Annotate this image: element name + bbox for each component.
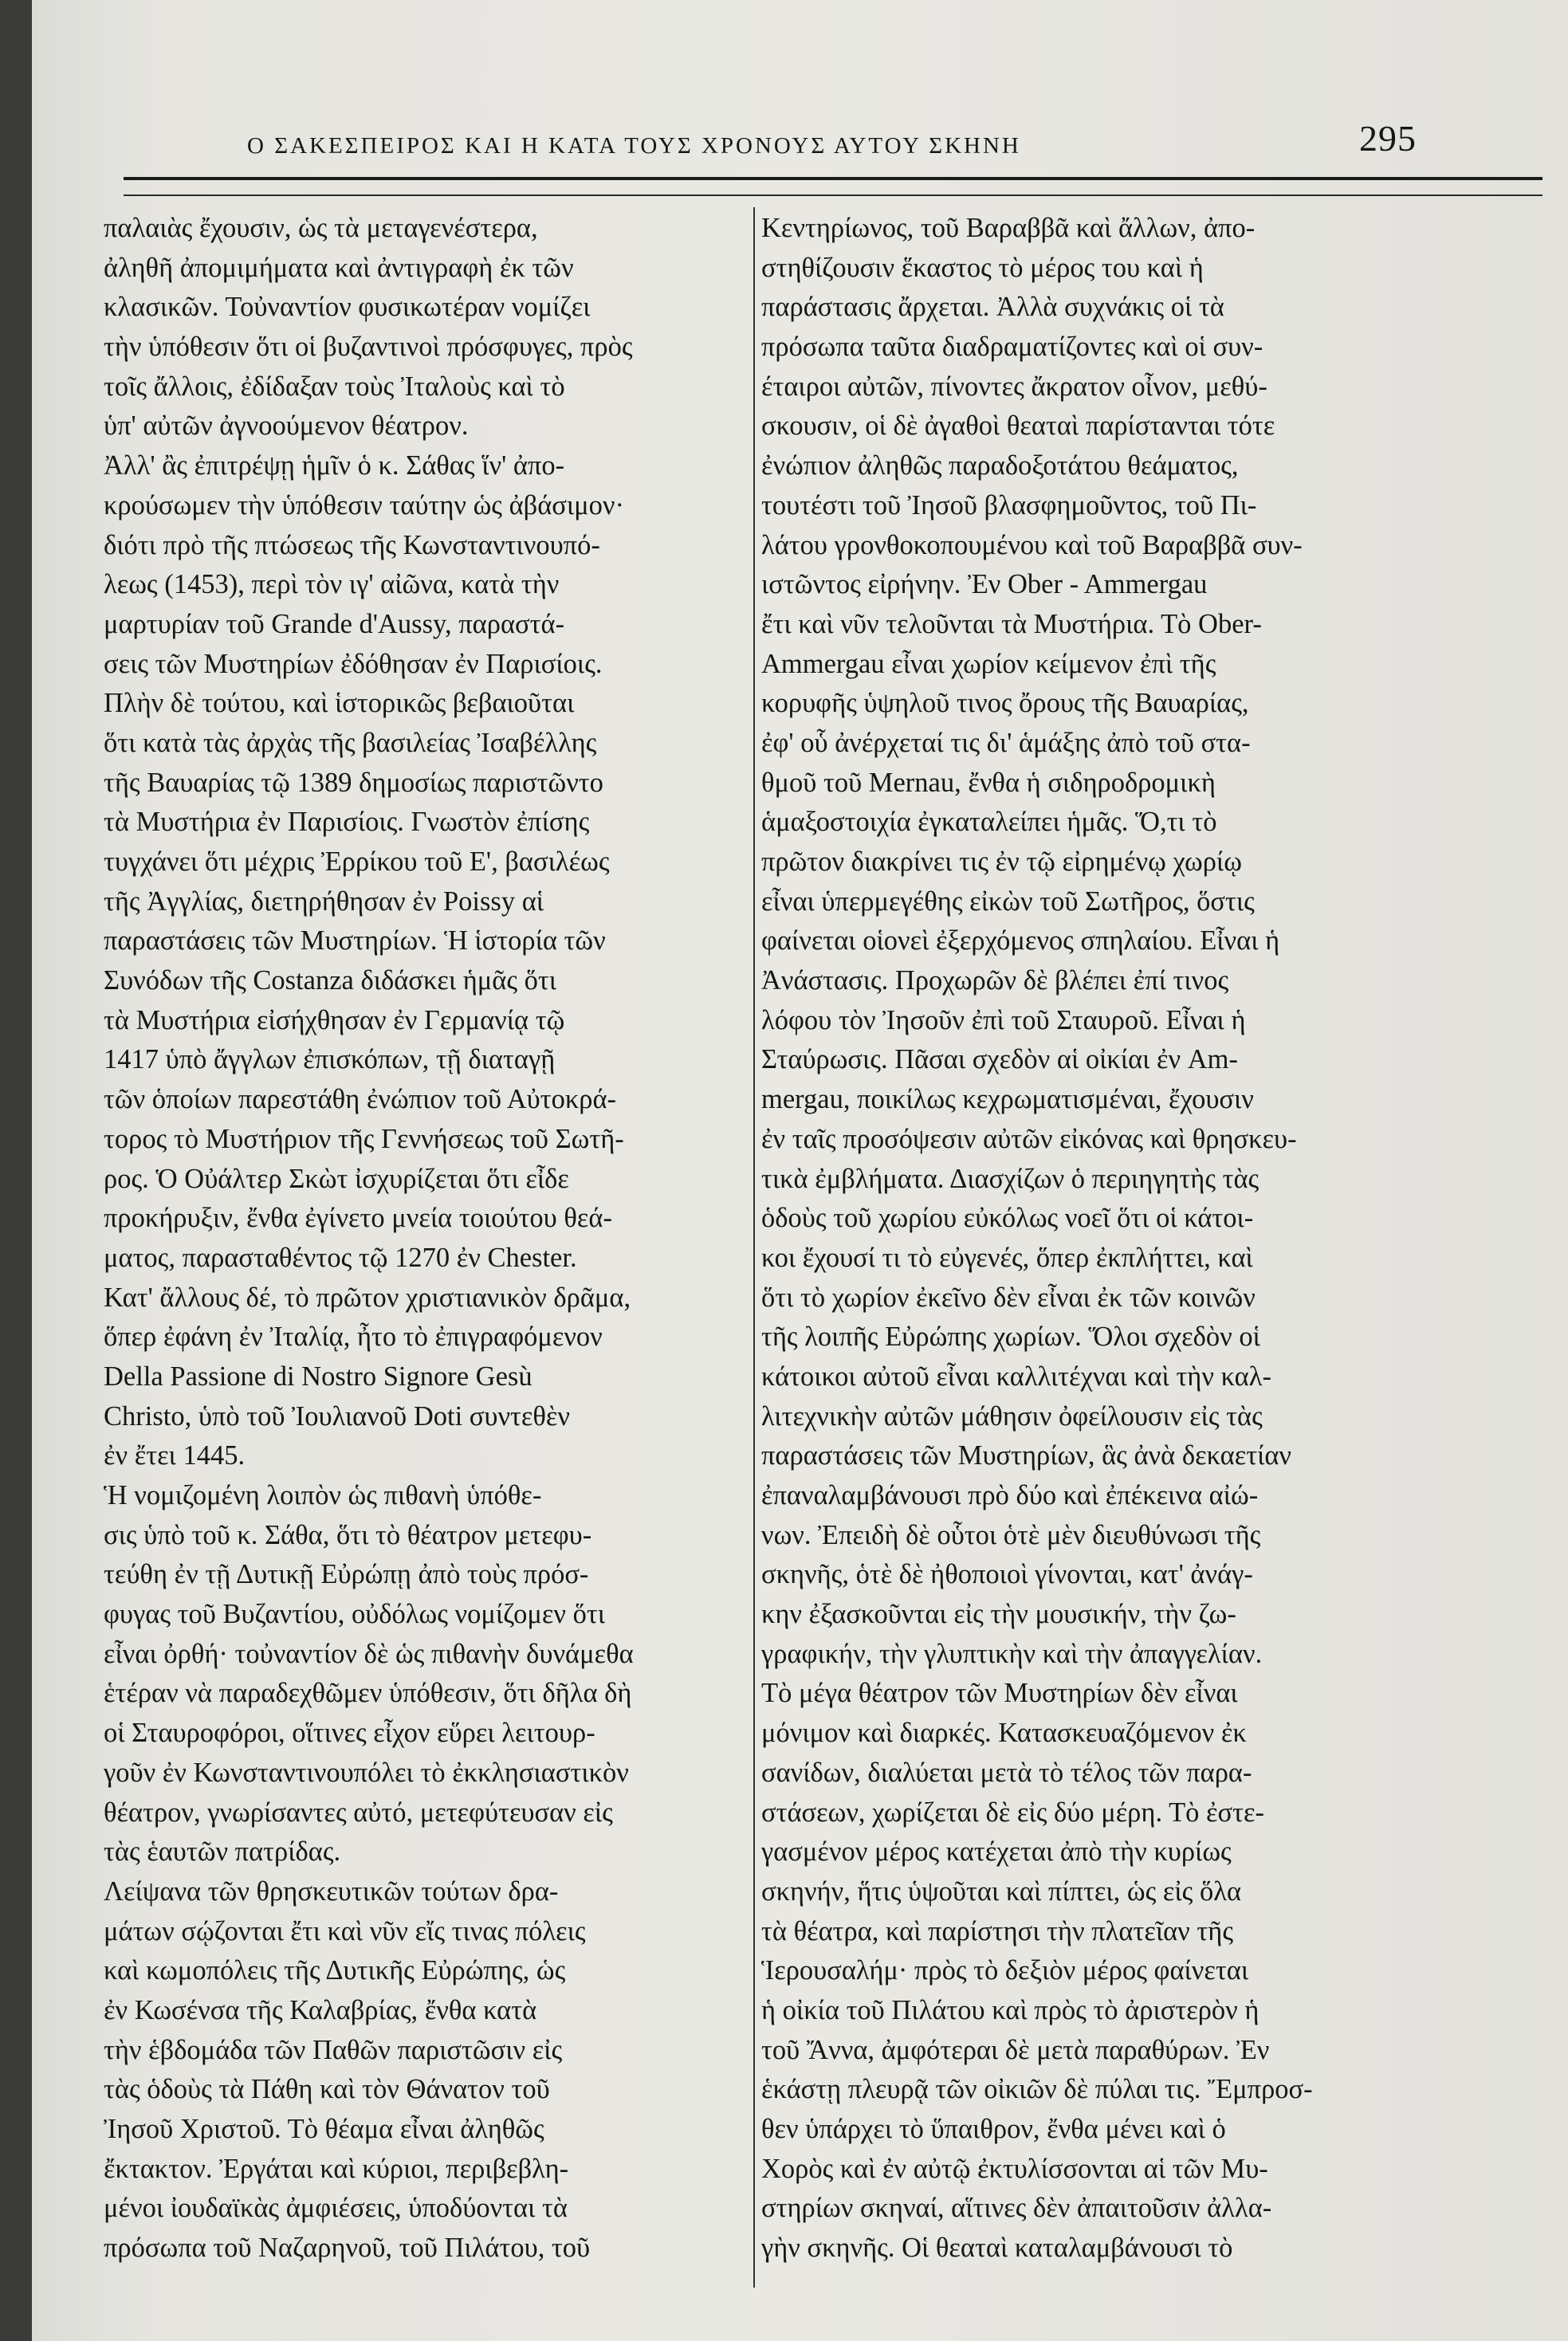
text-line: τουτέστι τοῦ Ἰησοῦ βλασφημοῦντος, τοῦ Πι- [761,489,1257,520]
text-line: ἐν ἔτει 1445. [104,1440,246,1471]
text-line: οἱ Σταυροφόροι, οἵτινες εἶχον εὕρει λειτουρ- [104,1718,595,1749]
text-line: τεύθη ἐν τῇ Δυτικῇ Εὐρώπῃ ἀπὸ τοὺς πρόσ- [104,1559,589,1590]
text-line: ματος, παρασταθέντος τῷ 1270 ἐν Chester. [104,1242,577,1273]
right-column [761,209,1391,2268]
text-line: Ἀνάστασις. Προχωρῶν δὲ βλέπει ἐπί τινος [761,965,1229,996]
text-line: παλαιὰς ἔχουσιν, ὡς τὰ μεταγενέστερα, [104,213,538,243]
text-line: τοῖς ἄλλοις, ἐδίδαξαν τοὺς Ἰταλοὺς καὶ τὸ [104,371,565,402]
text-line: τὰ Μυστήρια ἐν Παρισίοις. Γνωστὸν ἐπίσης [104,807,590,838]
text-line: Λείψανα τῶν θρησκευτικῶν τούτων δρα- [104,1876,559,1907]
text-line: στηθίζουσιν ἕκαστος τὸ μέρος του καὶ ἡ [761,252,1204,283]
text-line: εἶναι ὑπερμεγέθης εἰκὼν τοῦ Σωτῆρος, ὅστις [761,886,1255,917]
text-line: σανίδων, διαλύεται μετὰ τὸ τέλος τῶν παρα- [761,1757,1252,1788]
text-line: Ἰησοῦ Χριστοῦ. Τὸ θέαμα εἶναι ἀληθῶς [104,2114,544,2144]
text-line: ἀληθῆ ἀπομιμήματα καὶ ἀντιγραφὴ ἐκ τῶν [104,252,574,283]
text-line: τὰ Μυστήρια εἰσήχθησαν ἐν Γερμανίᾳ τῷ [104,1004,565,1035]
text-line: λάτου γρονθοκοπουμένου καὶ τοῦ Βαραββᾶ συν- [761,529,1303,560]
text-line: θεν ὑπάρχει τὸ ὕπαιθρον, ἔνθα μένει καὶ ὁ [761,2114,1226,2144]
text-line: Κατ' ἄλλους δέ, τὸ πρῶτον χριστιανικὸν δρᾶμα, [104,1282,631,1313]
text-line: σκηνῆς, ὁτὲ δὲ ἠθοποιοὶ γίνονται, κατ' ἀνάγ- [761,1559,1253,1590]
column-divider [753,207,755,2288]
text-line: παραστάσεις τῶν Μυστηρίων. Ἡ ἱστορία τῶν [104,925,606,956]
text-line: πρόσωπα ταῦτα διαδραματίζοντες καὶ οἱ συν- [761,332,1263,363]
header-rule-thin [124,194,1542,196]
text-line: Κεντηρίωνος, τοῦ Βαραββᾶ καὶ ἄλλων, ἀπο- [761,213,1256,243]
text-line: ἐπαναλαμβάνουσι πρὸ δύο καὶ ἐπέκεινα αἰώ- [761,1480,1259,1510]
running-head [247,112,1417,159]
text-line: ὅτι τὸ χωρίον ἐκεῖνο δὲν εἶναι ἐκ τῶν κοινῶν [761,1282,1256,1313]
text-line: Ἀλλ' ἂς ἐπιτρέψῃ ἡμῖν ὁ κ. Σάθας ἵν' ἀπο- [104,450,565,481]
text-line: Ἡ νομιζομένη λοιπὸν ὡς πιθανὴ ὑπόθε- [104,1480,542,1510]
text-line: Χορὸς καὶ ἐν αὐτῷ ἐκτυλίσσονται αἱ τῶν Μυ- [761,2153,1268,2184]
text-line: καὶ κωμοπόλεις τῆς Δυτικῆς Εὐρώπης, ὡς [104,1955,566,1986]
text-line: Σταύρωσις. Πᾶσαι σχεδὸν αἱ οἰκίαι ἐν Am- [761,1044,1239,1075]
text-line: λεως (1453), περὶ τὸν ιγ' αἰῶνα, κατὰ τὴν [104,569,560,600]
text-line: κρούσωμεν τὴν ὑπόθεσιν ταύτην ὡς ἀβάσιμον· [104,489,625,520]
text-line: φυγας τοῦ Βυζαντίου, οὐδόλως νομίζομεν ὅτι [104,1599,606,1630]
text-line: τῆς Ἀγγλίας, διετηρήθησαν ἐν Poissy αἱ [104,886,544,917]
text-line: ιστῶντος εἰρήνην. Ἐν Ober - Ammergau [761,569,1208,600]
text-line: ρος. Ὁ Οὐάλτερ Σκὼτ ἰσχυρίζεται ὅτι εἶδε [104,1163,569,1194]
text-line: ὁδοὺς τοῦ χωρίου εὐκόλως νοεῖ ὅτι οἱ κάτοι- [761,1203,1254,1234]
text-line: ἑτέραν νὰ παραδεχθῶμεν ὑπόθεσιν, ὅτι δῆλα δὴ [104,1678,632,1709]
text-line: μόνιμον καὶ διαρκές. Κατασκευαζόμενον ἐκ [761,1718,1247,1749]
text-line: τορος τὸ Μυστήριον τῆς Γεννήσεως τοῦ Σωτῆ- [104,1123,624,1154]
text-line: ὅτι κατὰ τὰς ἀρχὰς τῆς βασιλείας Ἰσαβέλλης [104,727,597,758]
text-line: στάσεων, χωρίζεται δὲ εἰς δύο μέρη. Τὸ ἐστε- [761,1797,1264,1828]
page-number: 295 [1359,118,1417,159]
left-column [104,209,733,2268]
text-line: γὴν σκηνῆς. Οἱ θεαταὶ καταλαμβάνουσι τὸ [761,2233,1233,2264]
text-line: νων. Ἐπειδὴ δὲ οὗτοι ὁτὲ μὲν διευθύνωσι τῆς [761,1519,1261,1550]
text-line: θέατρον, γνωρίσαντες αὐτό, μετεφύτευσαν εἰς [104,1797,613,1828]
text-line: τὴν ἑβδομάδα τῶν Παθῶν παριστῶσιν εἰς [104,2034,563,2065]
text-line: γασμένον μέρος κατέχεται ἀπὸ τὴν κυρίως [761,1836,1232,1868]
text-line: Ἱερουσαλήμ· πρὸς τὸ δεξιὸν μέρος φαίνεται [761,1955,1249,1986]
text-line: μαρτυρίαν τοῦ Grande d'Aussy, παραστά- [104,608,565,639]
header-rule-thick [124,177,1542,180]
text-line: κάτοικοι αὐτοῦ εἶναι καλλιτέχναι καὶ τὴν καλ- [761,1361,1271,1392]
text-line: Della Passione di Nostro Signore Gesù [104,1361,532,1392]
text-line: κοι ἔχουσί τι τὸ εὐγενές, ὅπερ ἐκπλήττει, καὶ [761,1242,1253,1273]
text-line: κορυφῆς ὑψηλοῦ τινος ὄρους τῆς Βαυαρίας, [761,688,1249,719]
text-line: Πλὴν δὲ τούτου, καὶ ἱστορικῶς βεβαιοῦται [104,688,575,719]
text-line: γραφικήν, τὴν γλυπτικὴν καὶ τὴν ἀπαγγελίαν. [761,1638,1263,1669]
text-line: ὅπερ ἐφάνη ἐν Ἰταλίᾳ, ἦτο τὸ ἐπιγραφόμενον [104,1322,603,1353]
text-line: μένοι ἰουδαϊκὰς ἀμφιέσεις, ὑποδύονται τὰ [104,2193,568,2224]
text-line: τῆς Βαυαρίας τῷ 1389 δημοσίως παριστῶντο [104,767,603,798]
text-line: κην ἐξασκοῦνται εἰς τὴν μουσικήν, τὴν ζω- [761,1599,1236,1630]
text-line: ἡ οἰκία τοῦ Πιλάτου καὶ πρὸς τὸ ἀριστερὸν ἡ [761,1994,1260,2025]
text-line: παράστασις ἄρχεται. Ἀλλὰ συχνάκις οἱ τὰ [761,292,1224,323]
text-line: φαίνεται οἱονεὶ ἐξερχόμενος σπηλαίου. Εἶναι ἡ [761,925,1280,956]
text-line: ἐν ταῖς προσόψεσιν αὐτῶν εἰκόνας καὶ θρησκευ- [761,1123,1297,1154]
text-line: εἶναι ὀρθή· τοὐναντίον δὲ ὡς πιθανὴν δυνάμεθα [104,1638,634,1669]
text-line: παραστάσεις τῶν Μυστηρίων, ἃς ἀνὰ δεκαετίαν [761,1440,1292,1471]
text-line: τῆς λοιπῆς Εὐρώπης χωρίων. Ὅλοι σχεδὸν οἱ [761,1322,1260,1353]
text-line: πρόσωπα τοῦ Ναζαρηνοῦ, τοῦ Πιλάτου, τοῦ [104,2233,591,2264]
book-page [32,0,1568,2341]
text-line: έταιροι αὐτῶν, πίνοντες ἄκρατον οἶνον, μεθύ- [761,371,1267,402]
text-line: κλασικῶν. Τοὐναντίον φυσικωτέραν νομίζει [104,292,591,323]
text-line: ἐφ' οὗ ἀνέρχεταί τις δι' ἁμάξης ἀπὸ τοῦ στα- [761,727,1251,758]
text-line: προκήρυξιν, ἔνθα ἐγίνετο μνεία τοιούτου θεά- [104,1203,612,1234]
text-line: ὑπ' αὐτῶν ἀγνοούμενον θέατρον. [104,410,469,442]
text-line: πρῶτον διακρίνει τις ἐν τῷ εἰρημένῳ χωρίῳ [761,846,1242,877]
text-line: τικὰ ἐμβλήματα. Διασχίζων ὁ περιηγητὴς τὰς [761,1163,1260,1194]
text-line: διότι πρὸ τῆς πτώσεως τῆς Κωνσταντινουπό- [104,529,600,560]
text-line: ἐνώπιον ἀληθῶς παραδοξοτάτου θεάματος, [761,450,1239,481]
text-line: θμοῦ τοῦ Mernau, ἔνθα ἡ σιδηροδρομικὴ [761,767,1216,798]
text-line: σκηνήν, ἥτις ὑψοῦται καὶ πίπτει, ὡς εἰς ὅλα [761,1876,1242,1907]
text-line: λιτεχνικὴν αὐτῶν μάθησιν ὀφείλουσιν εἰς τὰς [761,1400,1263,1432]
text-line: Ammergau εἶναι χωρίον κείμενον ἐπὶ τῆς [761,648,1216,679]
text-line: τὰς ἑαυτῶν πατρίδας. [104,1836,341,1868]
text-line: γοῦν ἐν Κωνσταντινουπόλει τὸ ἐκκλησιαστικὸν [104,1757,629,1788]
text-line: στηρίων σκηναί, αἵτινες δὲν ἀπαιτοῦσιν ἀλλα- [761,2193,1272,2224]
text-line: ἁμαξοστοιχία ἐγκαταλείπει ἡμᾶς. Ὅ,τι τὸ [761,807,1217,838]
text-line: Τὸ μέγα θέατρον τῶν Μυστηρίων δὲν εἶναι [761,1678,1238,1709]
text-line: τὰς ὁδοὺς τὰ Πάθη καὶ τὸν Θάνατον τοῦ [104,2074,550,2105]
text-line: 1417 ὑπὸ ἄγγλων ἐπισκόπων, τῇ διαταγῇ [104,1044,556,1075]
text-line: τοῦ Ἄννα, ἀμφότεραι δὲ μετὰ παραθύρων. Ἐν [761,2034,1270,2065]
text-line: ἑκάστῃ πλευρᾷ τῶν οἰκιῶν δὲ πύλαι τις. Ἔμπροσ- [761,2074,1313,2105]
text-line: ἔκτακτον. Ἐργάται καὶ κύριοι, περιβεβλη- [104,2153,569,2184]
text-line: τυγχάνει ὅτι μέχρις Ἐρρίκου τοῦ Ε', βασιλέως [104,846,610,877]
text-line: Συνόδων τῆς Costanza διδάσκει ἡμᾶς ὅτι [104,965,557,996]
text-line: σκουσιν, οἱ δὲ ἀγαθοὶ θεαταὶ παρίστανται τότε [761,410,1275,442]
text-line: ἔτι καὶ νῦν τελοῦνται τὰ Μυστήρια. Τὸ Ober- [761,608,1262,639]
text-line: Christo, ὑπὸ τοῦ Ἰουλιανοῦ Doti συντεθὲν [104,1400,571,1432]
running-title: Ο ΣΑΚΕΣΠΕΙΡΟΣ ΚΑΙ Η ΚΑΤΑ ΤΟΥΣ ΧΡΟΝΟΥΣ ΑΥΤΟΥ ΣΚΗΝΗ [247,133,1021,159]
text-line: ἐν Κωσένσα τῆς Καλαβρίας, ἔνθα κατὰ [104,1994,537,2025]
text-line: μάτων σῴζονται ἔτι καὶ νῦν εἴς τινας πόλεις [104,1915,586,1946]
text-line: τὴν ὑπόθεσιν ὅτι οἱ βυζαντινοὶ πρόσφυγες, πρὸς [104,332,633,363]
text-line: mergau, ποικίλως κεχρωματισμέναι, ἔχουσιν [761,1084,1254,1115]
text-line: σεις τῶν Μυστηρίων ἐδόθησαν ἐν Παρισίοις. [104,648,603,679]
text-line: λόφου τὸν Ἰησοῦν ἐπὶ τοῦ Σταυροῦ. Εἶναι ἡ [761,1004,1246,1035]
text-line: τὰ θέατρα, καὶ παρίστησι τὴν πλατεῖαν τῆς [761,1915,1233,1946]
text-line: σις ὑπὸ τοῦ κ. Σάθα, ὅτι τὸ θέατρον μετεφυ- [104,1519,592,1550]
text-line: τῶν ὁποίων παρεστάθη ἐνώπιον τοῦ Αὐτοκρά- [104,1084,617,1115]
